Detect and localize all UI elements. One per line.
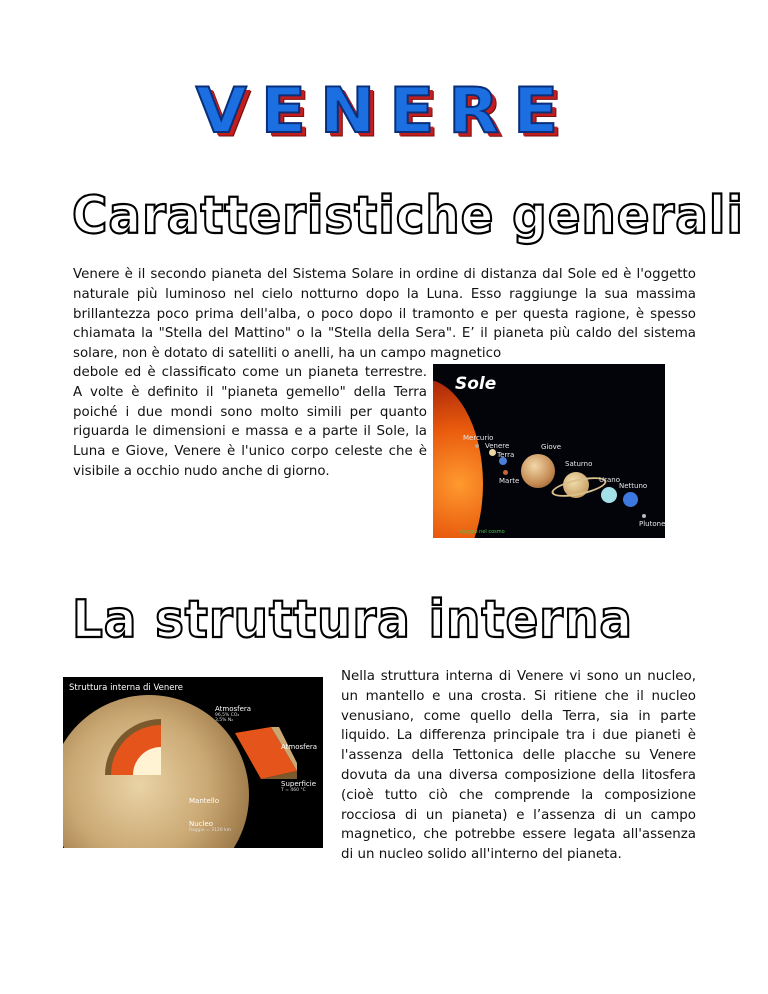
label-superficie [281, 780, 316, 793]
sun-graphic [433, 379, 483, 538]
label-superficie-temp: T = 460 °C [281, 788, 306, 793]
planet-label-jupiter: Giove [541, 443, 562, 451]
planet-jupiter [521, 454, 555, 488]
label-atmosfera-n2: 3,5% N₂ [215, 718, 234, 723]
planet-label-uranus: Urano [599, 476, 621, 484]
planet-uranus [601, 487, 617, 503]
solar-image-caption: Viaggio nel cosmo [459, 529, 505, 535]
crust-detail-graphic [235, 727, 297, 779]
section-heading-characteristics: Caratteristiche generali [72, 186, 744, 246]
label-atmosfera-text: Atmosfera [215, 705, 252, 713]
planet-mars [503, 470, 508, 475]
interior-image-title: Struttura interna di Venere [69, 683, 184, 693]
paragraph-internal-structure: Nella struttura interna di Venere vi sono un nucleo, un mantello e una crosta. Si ritiene che il nucleo venusiano, come quello della Terra, sia in parte liquido. La differenza principale tra i due pianeti è l'assenza della Tettonica delle placche su Venere dovuta da una diversa composizione della litosfera (cioè tutto ciò che comprende la composizione rocciosa di un pianeta) e l’assenza di un campo magnetico, che potrebbe essere legata all'assenza di un nucleo solido all'interno del pianeta. [341, 669, 696, 863]
venus-interior-image [63, 677, 323, 848]
planet-label-mars: Marte [499, 477, 520, 485]
label-mantello: Mantello [189, 797, 219, 805]
label-nucleo [189, 820, 231, 833]
planet-mercury [475, 444, 479, 448]
planet-neptune [623, 492, 638, 507]
planet-pluto [642, 514, 646, 518]
label-atmosfera [215, 705, 251, 723]
label-nucleo-radius: Raggio = 3120 km [189, 828, 232, 833]
solar-system-image [433, 364, 665, 538]
paragraph-intro-continued: debole ed è classificato come un pianeta terrestre. A volte è definito il "pianeta gemello" della Terra poiché i due mondi sono molto simili per quanto riguarda le dimensioni e massa e a parte il Sole, la Luna e Giove, Venere è l'unico corpo celeste che è visibile a occhio nudo anche di giorno. [73, 365, 427, 479]
planet-label-pluto: Plutone [639, 520, 665, 528]
label-superficie-text: Superficie [281, 780, 317, 788]
label-atmosfera-co2: 96,5% CO₂ [215, 713, 240, 718]
label-atmosfera-detail: Atmosfera [281, 743, 318, 751]
sun-label: Sole [455, 374, 497, 394]
planet-label-saturn: Saturno [565, 460, 593, 468]
venus-cutaway-graphic [103, 713, 223, 833]
document-title: VENERE [195, 73, 573, 148]
planet-venus [489, 449, 496, 456]
label-nucleo-text: Nucleo [189, 820, 214, 828]
section-heading-internal-structure: La struttura interna [72, 590, 633, 650]
planet-label-earth: Terra [497, 451, 515, 459]
planet-label-mercury: Mercurio [463, 434, 494, 442]
planet-label-venus: Venere [485, 442, 510, 450]
planet-label-neptune: Nettuno [619, 482, 648, 490]
paragraph-intro: Venere è il secondo pianeta del Sistema Solare in ordine di distanza dal Sole ed è l'oggetto naturale più luminoso nel cielo notturno dopo la Luna. Esso raggiunge la sua massima brillantezza poco prima dell'alba, o poco dopo il tramonto e per questa ragione, è spesso chiamata la "Stella del Mattino" o la "Stella della Sera". E’ il pianeta più caldo del sistema solare, non è dotato di satelliti o anelli, ha un campo magnetico [73, 267, 696, 362]
crust-detail-box [235, 727, 297, 779]
